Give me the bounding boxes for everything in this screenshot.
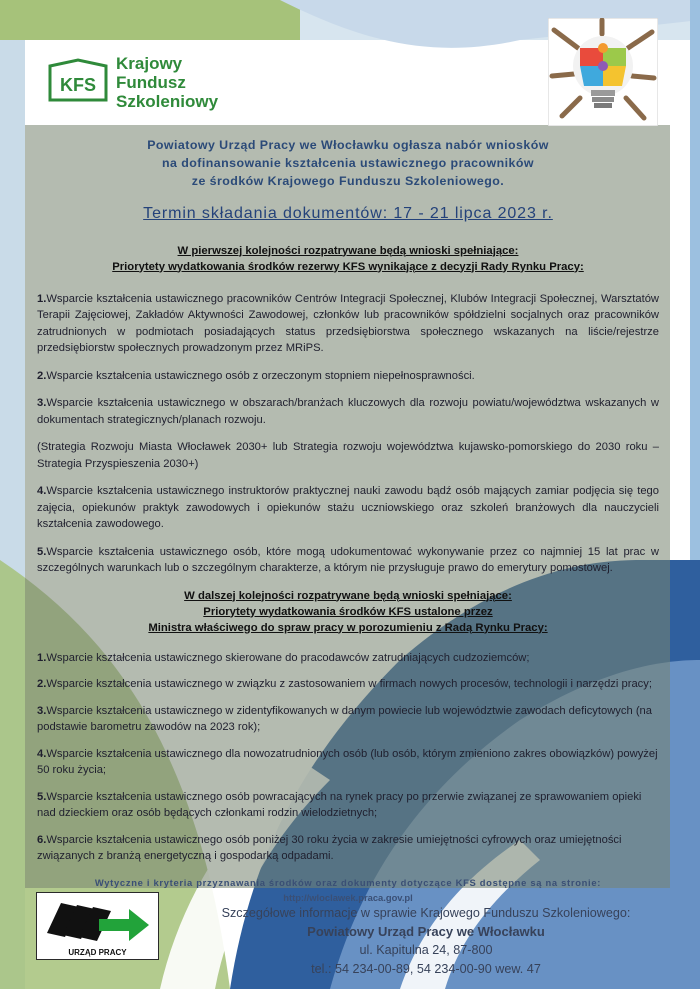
section2-heading-line: Priorytety wydatkowania środków KFS ustalone przez (203, 605, 493, 618)
announcement-line: na dofinansowanie kształcenia ustawicznego pracowników (161, 156, 534, 170)
list-item: 3.Wsparcie kształcenia ustawicznego w zidentyfikowanych w danym powiecie lub województwie zawodach deficytowych (na podstawie barometru zawodów na 2023 rok); (37, 704, 652, 733)
contact-address: ul. Kapitulna 24, 87-800 (359, 943, 493, 957)
contact-office: Powiatowy Urząd Pracy we Włocławku (307, 923, 545, 939)
contact-phone: tel.: 54 234-00-89, 54 234-00-90 wew. 47 (311, 961, 541, 976)
section2-heading-line: W dalszej kolejności rozpatrywane będą wnioski spełniające: (184, 589, 512, 602)
section2-heading (37, 588, 659, 636)
announcement-line: ze środków Krajowego Funduszu Szkoleniowego. (191, 174, 505, 188)
list-item: 3.Wsparcie kształcenia ustawicznego w obszarach/branżach kluczowych dla rozwoju powiatu/województwa wskazanych w dokumentach strategicznych/planach rozwoju. (37, 397, 659, 426)
section2-list (37, 650, 659, 865)
kfs-logo-line: Fundusz (116, 73, 186, 92)
list-item: 5.Wsparcie kształcenia ustawicznego osób powracających na rynek pracy po przerwie związanej ze sprawowaniem opieki nad dzieckiem oraz osób będących członkami rodzin wielodzietnych; (37, 790, 642, 819)
deadline-heading: Termin składania dokumentów: 17 - 21 lipca 2023 r. (143, 205, 553, 222)
list-item: 4.Wsparcie kształcenia ustawicznego dla nowozatrudnionych osób (lub osób, którym zmieniono zakres obowiązków) powyżej 50 roku życia; (37, 747, 658, 776)
announcement-title (37, 136, 659, 190)
list-item: 2.Wsparcie kształcenia ustawicznego osób z orzeczonym stopniem niepełnosprawności. (37, 369, 475, 382)
kfs-logo (25, 40, 243, 124)
list-item: 6.Wsparcie kształcenia ustawicznego osób poniżej 30 roku życia w zakresie umiejętności cyfrowych oraz umiejętności związanych z branżą energetyczną i gospodarką odpadami. (37, 833, 622, 862)
list-item: 1.Wsparcie kształcenia ustawicznego skierowane do pracodawców zatrudniających cudzoziemców; (37, 651, 530, 664)
arrow-right-icon (37, 893, 158, 945)
kfs-logo-line: Krajowy (116, 54, 183, 73)
kfs-logo-mark (47, 58, 109, 104)
announcement-line: Powiatowy Urząd Pracy we Włocławku ogłasza nabór wniosków (147, 138, 549, 152)
section1-heading-line: Priorytety wydatkowania środków rezerwy KFS wynikające z decyzji Rady Rynku Pracy: (112, 260, 584, 273)
list-item: 1.Wsparcie kształcenia ustawicznego pracowników Centrów Integracji Społecznej, Klubów Integracji Społecznej, Warsztatów Terapii Zajęciowej, Zakładów Aktywności Zawodowej, członków lub pracowników spółdzielni socjalnych oraz pracowników zatrudnionych w podmiotach posiadających status przedsiębiorstwa społecznego wskazanych na liście/rejestrze przedsiębiorstw społecznych prowadzonym przez MRiPS. (37, 292, 659, 354)
guidelines-link[interactable]: http://wloclawek.praca.gov.pl (283, 891, 413, 903)
contact-info (200, 904, 652, 978)
section1-heading (37, 243, 659, 275)
contact-intro: Szczegółowe informacje w sprawie Krajowego Funduszu Szkoleniowego: (221, 906, 631, 920)
urzad-pracy-label: URZĄD PRACY (68, 948, 127, 957)
list-item: 2.Wsparcie kształcenia ustawicznego w związku z zastosowaniem w firmach nowych procesów, technologii i narzędzi pracy; (37, 678, 652, 690)
section1-heading-line: W pierwszej kolejności rozpatrywane będą wnioski spełniające: (177, 244, 519, 257)
guidelines-text: Wytyczne i kryteria przyznawania środków oraz dokumenty dotyczące KFS dostępne są na stronie: (94, 876, 602, 888)
list-item: 5.Wsparcie kształcenia ustawicznego osób, które mogą udokumentować wykonywanie przez co najmniej 15 lat prac w szczególnych warunkach lub o szczególnym charakterze, a którym nie przysługuje prawo do emerytury pomostowej. (37, 545, 659, 574)
kfs-logo-abbrev: KFS (60, 75, 96, 95)
kfs-logo-text (116, 54, 218, 111)
announcement-content (37, 136, 659, 905)
list-item-note: (Strategia Rozwoju Miasta Włocławek 2030+ lub Strategia rozwoju województwa kujawsko-pomorskiego do 2030 roku – Strategia Przyspieszenia 2030+) (37, 441, 659, 470)
section1-list (37, 291, 659, 577)
urzad-pracy-logo (36, 892, 159, 960)
list-item: 4.Wsparcie kształcenia ustawicznego instruktorów praktycznej nauki zawodu bądź osób mających zamiar podjęcia się tego zajęcia, opiekunów praktyk zawodowych i opiekunów stażu uczniowskiego oraz szkoleń branżowych dla nauczycieli kształcenia zawodowego. (37, 485, 659, 530)
section2-heading-line: Ministra właściwego do spraw pracy w porozumieniu z Radą Rynku Pracy: (148, 621, 548, 634)
puzzle-lightbulb-icon (548, 18, 658, 126)
kfs-logo-line: Szkoleniowy (116, 92, 219, 111)
